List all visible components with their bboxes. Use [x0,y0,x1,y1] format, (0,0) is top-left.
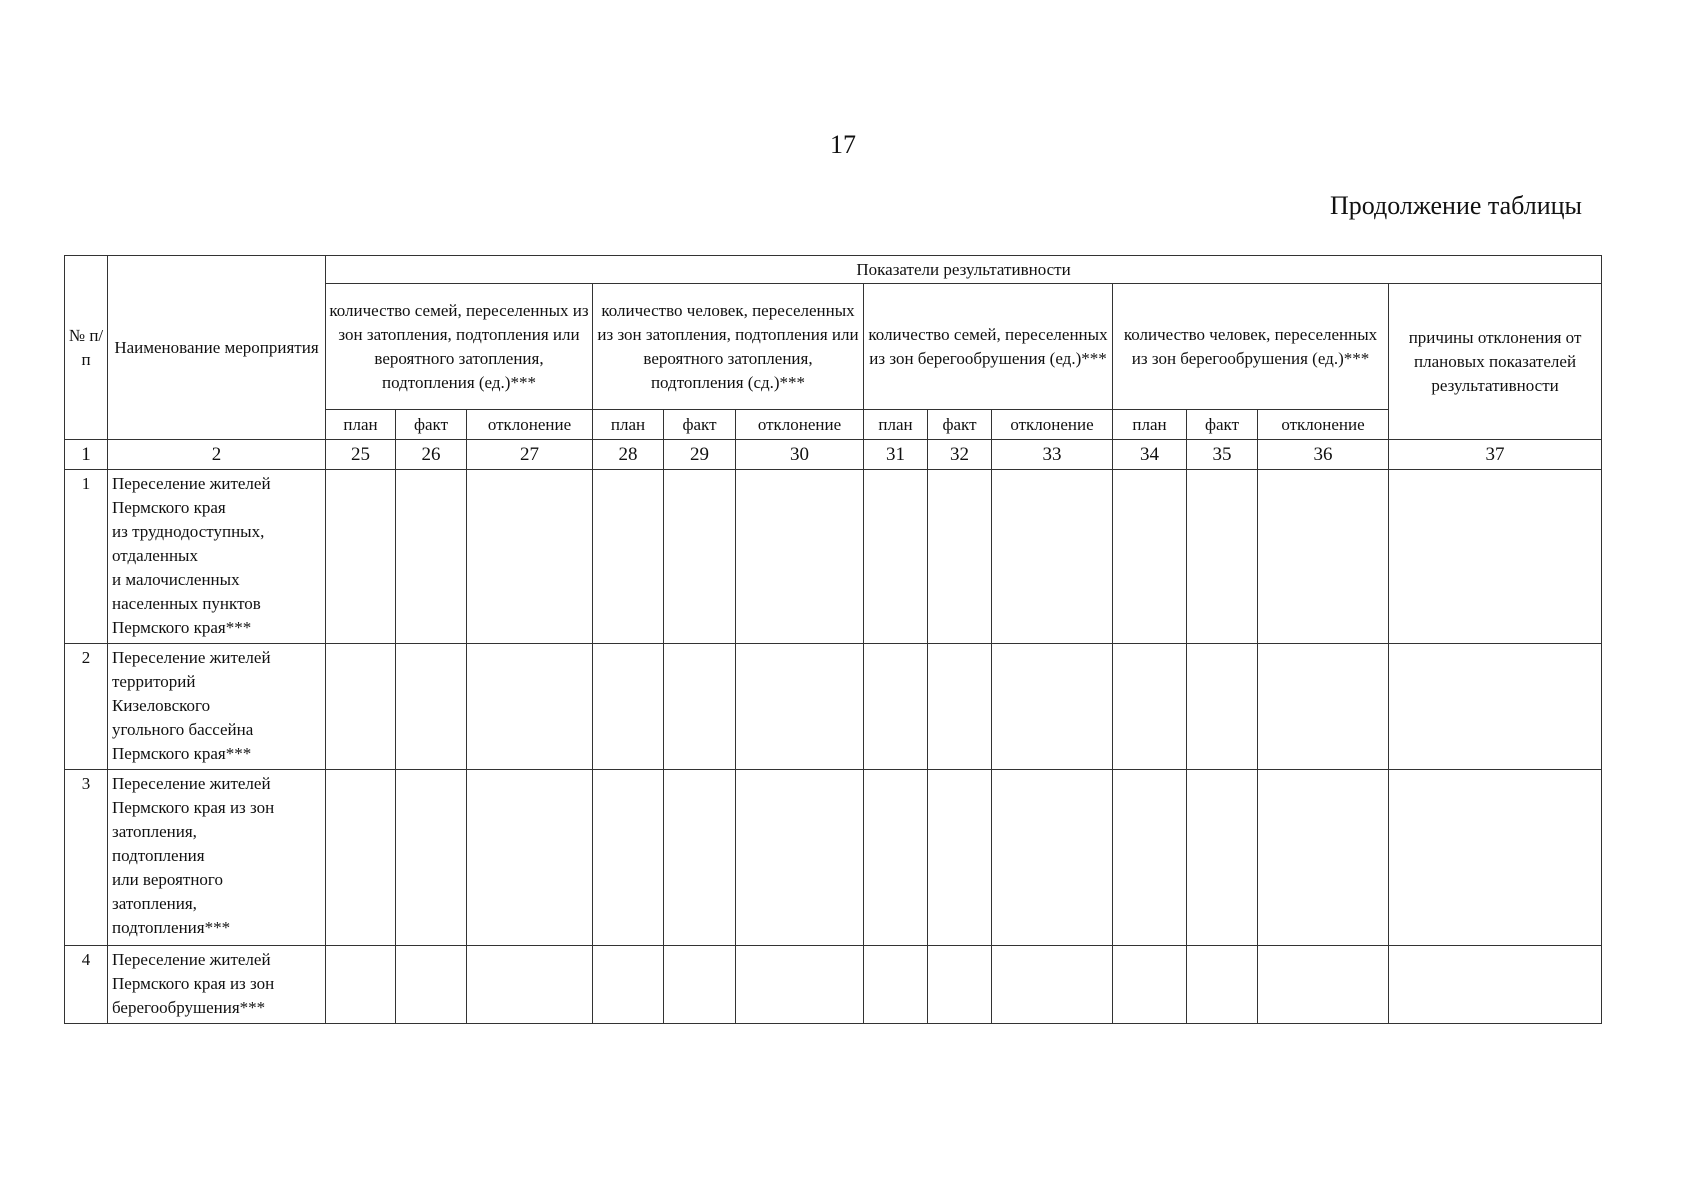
column-number: 27 [467,440,593,470]
row-name-line: подтопления*** [112,918,231,937]
empty-cell [326,470,396,644]
header-deviation: отклонение [992,410,1113,440]
empty-cell [593,470,664,644]
header-deviation: отклонение [1258,410,1389,440]
column-number: 33 [992,440,1113,470]
empty-cell [736,770,864,946]
column-number: 30 [736,440,864,470]
column-number: 34 [1113,440,1187,470]
row-name [108,470,326,644]
header-group-people-flood: количество человек, переселенных из зон затопления, подтопления или вероятного затопления, подтопления (сд.)*** [593,284,864,410]
row-name-line: Пермского края*** [112,618,252,637]
column-number: 29 [664,440,736,470]
empty-cell [928,770,992,946]
empty-cell [1187,946,1258,1024]
results-table [64,255,1602,1024]
empty-cell [736,470,864,644]
empty-cell [1187,470,1258,644]
empty-cell [326,770,396,946]
row-name-line: населенных пунктов [112,594,261,613]
header-fact: факт [396,410,467,440]
header-group-families-coast: количество семей, переселенных из зон берегообрушения (ед.)*** [864,284,1113,410]
empty-cell [992,770,1113,946]
empty-cell [864,946,928,1024]
empty-cell [396,946,467,1024]
empty-cell [467,470,593,644]
row-number: 2 [65,644,108,770]
row-name-line: из труднодоступных, [112,522,265,541]
empty-cell [467,946,593,1024]
header-fact: факт [664,410,736,440]
row-name [108,946,326,1024]
empty-cell [593,644,664,770]
empty-cell [396,470,467,644]
empty-cell [1258,946,1389,1024]
empty-cell [326,644,396,770]
empty-cell [864,470,928,644]
column-number: 1 [65,440,108,470]
empty-cell [1258,770,1389,946]
empty-cell [1113,946,1187,1024]
row-name-line: Кизеловского [112,696,211,715]
empty-cell [1258,644,1389,770]
header-plan: план [864,410,928,440]
row-name-line: Переселение жителей [112,474,271,493]
header-plan: план [593,410,664,440]
empty-cell [1258,470,1389,644]
table-continuation-label: Продолжение таблицы [1330,191,1582,220]
column-number: 36 [1258,440,1389,470]
column-number: 25 [326,440,396,470]
empty-cell [928,470,992,644]
row-name-line: Пермского края из зон [112,974,275,993]
row-name [108,644,326,770]
column-number-row [65,440,1602,470]
empty-cell [664,946,736,1024]
table-row [65,644,1602,770]
row-name [108,770,326,946]
empty-cell [992,946,1113,1024]
empty-cell [467,770,593,946]
row-name-line: Пермского края*** [112,744,252,763]
row-name-line: затопления, [112,822,197,841]
row-number: 1 [65,470,108,644]
empty-cell [928,946,992,1024]
row-name-line: Пермского края [112,498,226,517]
empty-cell [396,770,467,946]
row-name-line: территорий [112,672,196,691]
empty-cell [1187,770,1258,946]
row-name-line: подтопления [112,846,205,865]
empty-cell [664,470,736,644]
row-name-line: или вероятного [112,870,223,889]
empty-cell [326,946,396,1024]
header-plan: план [1113,410,1187,440]
row-name-line: Переселение жителей [112,774,271,793]
row-name-line: затопления, [112,894,197,913]
empty-cell [1113,470,1187,644]
column-number: 35 [1187,440,1258,470]
column-number: 2 [108,440,326,470]
header-group-families-flood: количество семей, переселенных из зон затопления, подтопления или вероятного затопления, подтопления (ед.)*** [326,284,593,410]
empty-cell [1389,644,1602,770]
empty-cell [1389,946,1602,1024]
empty-cell [864,644,928,770]
table-row [65,770,1602,946]
empty-cell [593,946,664,1024]
row-name-line: угольного бассейна [112,720,254,739]
row-name-line: отдаленных [112,546,198,565]
header-fact: факт [1187,410,1258,440]
table-row [65,946,1602,1024]
row-name-line: Переселение жителей [112,950,271,969]
header-deviation: отклонение [467,410,593,440]
row-number: 3 [65,770,108,946]
empty-cell [864,770,928,946]
header-row-top [65,256,1602,284]
header-name: Наименование мероприятия [108,256,326,440]
empty-cell [593,770,664,946]
column-number: 26 [396,440,467,470]
empty-cell [467,644,593,770]
empty-cell [992,644,1113,770]
empty-cell [1389,770,1602,946]
empty-cell [928,644,992,770]
empty-cell [736,644,864,770]
empty-cell [992,470,1113,644]
header-indicators: Показатели результативности [326,256,1602,284]
column-number: 31 [864,440,928,470]
table-row [65,470,1602,644]
header-reasons: причины отклонения от плановых показателей результативности [1389,284,1602,440]
column-number: 37 [1389,440,1602,470]
column-number: 28 [593,440,664,470]
empty-cell [1113,644,1187,770]
row-name-line: и малочисленных [112,570,240,589]
empty-cell [1113,770,1187,946]
header-num: № п/п [65,256,108,440]
header-group-people-coast: количество человек, переселенных из зон берегообрушения (ед.)*** [1113,284,1389,410]
row-name-line: Переселение жителей [112,648,271,667]
empty-cell [1389,470,1602,644]
header-deviation: отклонение [736,410,864,440]
empty-cell [396,644,467,770]
header-plan: план [326,410,396,440]
row-name-line: Пермского края из зон [112,798,275,817]
empty-cell [664,644,736,770]
header-fact: факт [928,410,992,440]
page-number: 17 [830,130,856,159]
empty-cell [664,770,736,946]
empty-cell [1187,644,1258,770]
row-number: 4 [65,946,108,1024]
empty-cell [736,946,864,1024]
column-number: 32 [928,440,992,470]
row-name-line: берегообрушения*** [112,998,266,1017]
